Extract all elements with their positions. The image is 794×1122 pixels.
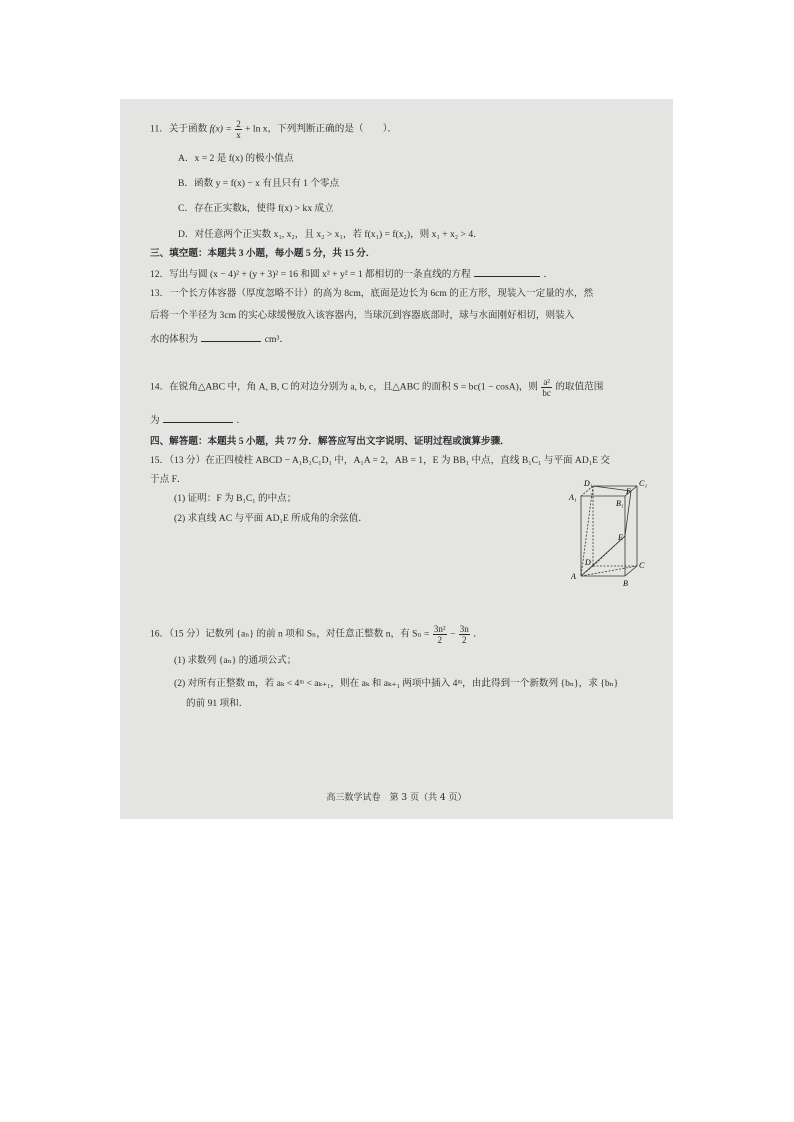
q12-end: ． — [543, 269, 553, 280]
q12-answer-blank — [474, 267, 540, 277]
page-footer: 高三数学试卷 第 3 页（共 4 页） — [326, 793, 467, 803]
q16-fraction-2 — [459, 624, 470, 645]
line-ef — [625, 491, 631, 536]
q14-frac-num: a² — [543, 377, 551, 387]
q15-line2: 于点 F． — [150, 474, 187, 485]
q11-stem-fx: f(x) = — [209, 123, 232, 135]
section-3-heading: 三、填空题：本题共 3 小题，每小题 5 分，共 15 分． — [150, 248, 376, 259]
q14-line2-b: ． — [236, 415, 246, 426]
label-d: D — [585, 558, 591, 567]
label-f: F — [626, 487, 631, 496]
label-d1: D₁ — [584, 479, 593, 488]
section-4-heading: 四、解答题：本题共 5 小题，共 77 分．解答应写出文字说明、证明过程或演算步骤． — [150, 436, 510, 447]
q11-frac-num: 2 — [236, 119, 241, 129]
q11-fraction — [235, 119, 242, 140]
q11-option-c: C．存在正实数k，使得 f(x) > kx 成立 — [178, 203, 334, 214]
q16-frac1-num: 3n² — [433, 624, 446, 634]
q14-line2-a: 为 — [150, 415, 160, 426]
q13-line1: 13．一个长方体容器（厚度忽略不计）的高为 8cm，底面是边长为 6cm 的正方形，现装入一定量的水，然 — [150, 288, 594, 299]
q15-line1: 15．（13 分）在正四棱柱 ABCD − A₁B₁C₁D₁ 中，A₁A = 2，AB = 1，E 为 BB₁ 中点，直线 B₁C₁ 与平面 AD₁E 交 — [150, 455, 610, 466]
q14-line1-b: 的取值范围 — [555, 381, 604, 393]
label-a: A — [571, 572, 576, 581]
q14-line1 — [150, 377, 603, 398]
q16-fraction-1 — [433, 624, 447, 645]
q13-line3-a: 水的体积为 — [150, 334, 198, 345]
exam-page — [120, 99, 673, 819]
q11-option-d: D．对任意两个正实数 x₁, x₂，且 x₂ > x₁，若 f(x₁) = f(x₂)，则 x₁ + x₂ > 4． — [178, 229, 483, 240]
q16-line1-b: ． — [473, 628, 483, 640]
q11-stem-b: + ln x，下列判断正确的是（ ）． — [245, 123, 398, 135]
q16-line1 — [150, 624, 483, 645]
q16-part2-line2: 的前 91 项和． — [186, 698, 249, 709]
label-b: B — [623, 579, 628, 588]
prism-figure — [567, 479, 649, 589]
q14-line2 — [150, 413, 246, 427]
q16-frac1-den: 2 — [437, 635, 442, 645]
q13-answer-blank — [201, 332, 261, 342]
q14-fraction — [541, 377, 552, 398]
line-ac — [581, 566, 637, 576]
q15-part2: (2) 求直线 AC 与平面 AD₁E 所成角的余弦值． — [174, 513, 368, 524]
q12-text — [150, 267, 553, 281]
q15-part1: (1) 证明：F 为 B₁C₁ 的中点； — [174, 493, 297, 504]
q16-part2-line1: (2) 对所有正整数 m，若 aₖ < 4ᵐ < aₖ₊₁，则在 aₖ 和 aₖ₊₁ 两项中插入 4ᵐ，由此得到一个新数列 {bₙ}，求 {bₙ} — [174, 678, 619, 689]
q14-line1-a: 14．在锐角△ABC 中，角 A, B, C 的对边分别为 a, b, c，且△ABC 的面积 S = bc(1 − cosA)，则 — [150, 381, 539, 393]
q11-option-b: B．函数 y = f(x) − x 有且只有 1 个零点 — [178, 178, 340, 189]
q12-body: 12．写出与圆 (x − 4)² + (y + 3)² = 16 和圆 x² + y² = 1 都相切的一条直线的方程 — [150, 269, 471, 280]
q16-part1: (1) 求数列 {aₙ} 的通项公式； — [174, 655, 297, 666]
q11-stem — [150, 119, 397, 140]
q13-line2: 后将一个半径为 3cm 的实心球缓慢放入该容器内，当球沉到容器底部时，球与水面刚好相切，则装入 — [150, 310, 575, 321]
q14-answer-blank — [163, 413, 233, 423]
label-a1: A₁ — [569, 493, 577, 502]
q16-frac2-den: 2 — [462, 635, 467, 645]
label-b1: B₁ — [616, 499, 624, 508]
q16-minus: − — [449, 628, 456, 640]
q13-line3-b: cm³． — [264, 334, 289, 345]
line-ae — [581, 536, 625, 576]
q13-line3 — [150, 332, 289, 346]
q16-frac2-num: 3n — [459, 624, 469, 634]
q11-stem-a: 11．关于函数 — [150, 123, 208, 135]
q11-option-a: A．x = 2 是 f(x) 的极小值点 — [178, 153, 294, 164]
q14-frac-den: bc — [542, 388, 551, 398]
q16-line1-a: 16．（15 分）记数列 {aₙ} 的前 n 项和 Sₙ，对任意正整数 n，有 Sₙ = — [150, 628, 430, 640]
q11-frac-den: x — [236, 130, 241, 140]
label-c: C — [639, 561, 645, 570]
label-c1: C₁ — [639, 479, 648, 488]
label-e: E — [618, 533, 623, 542]
